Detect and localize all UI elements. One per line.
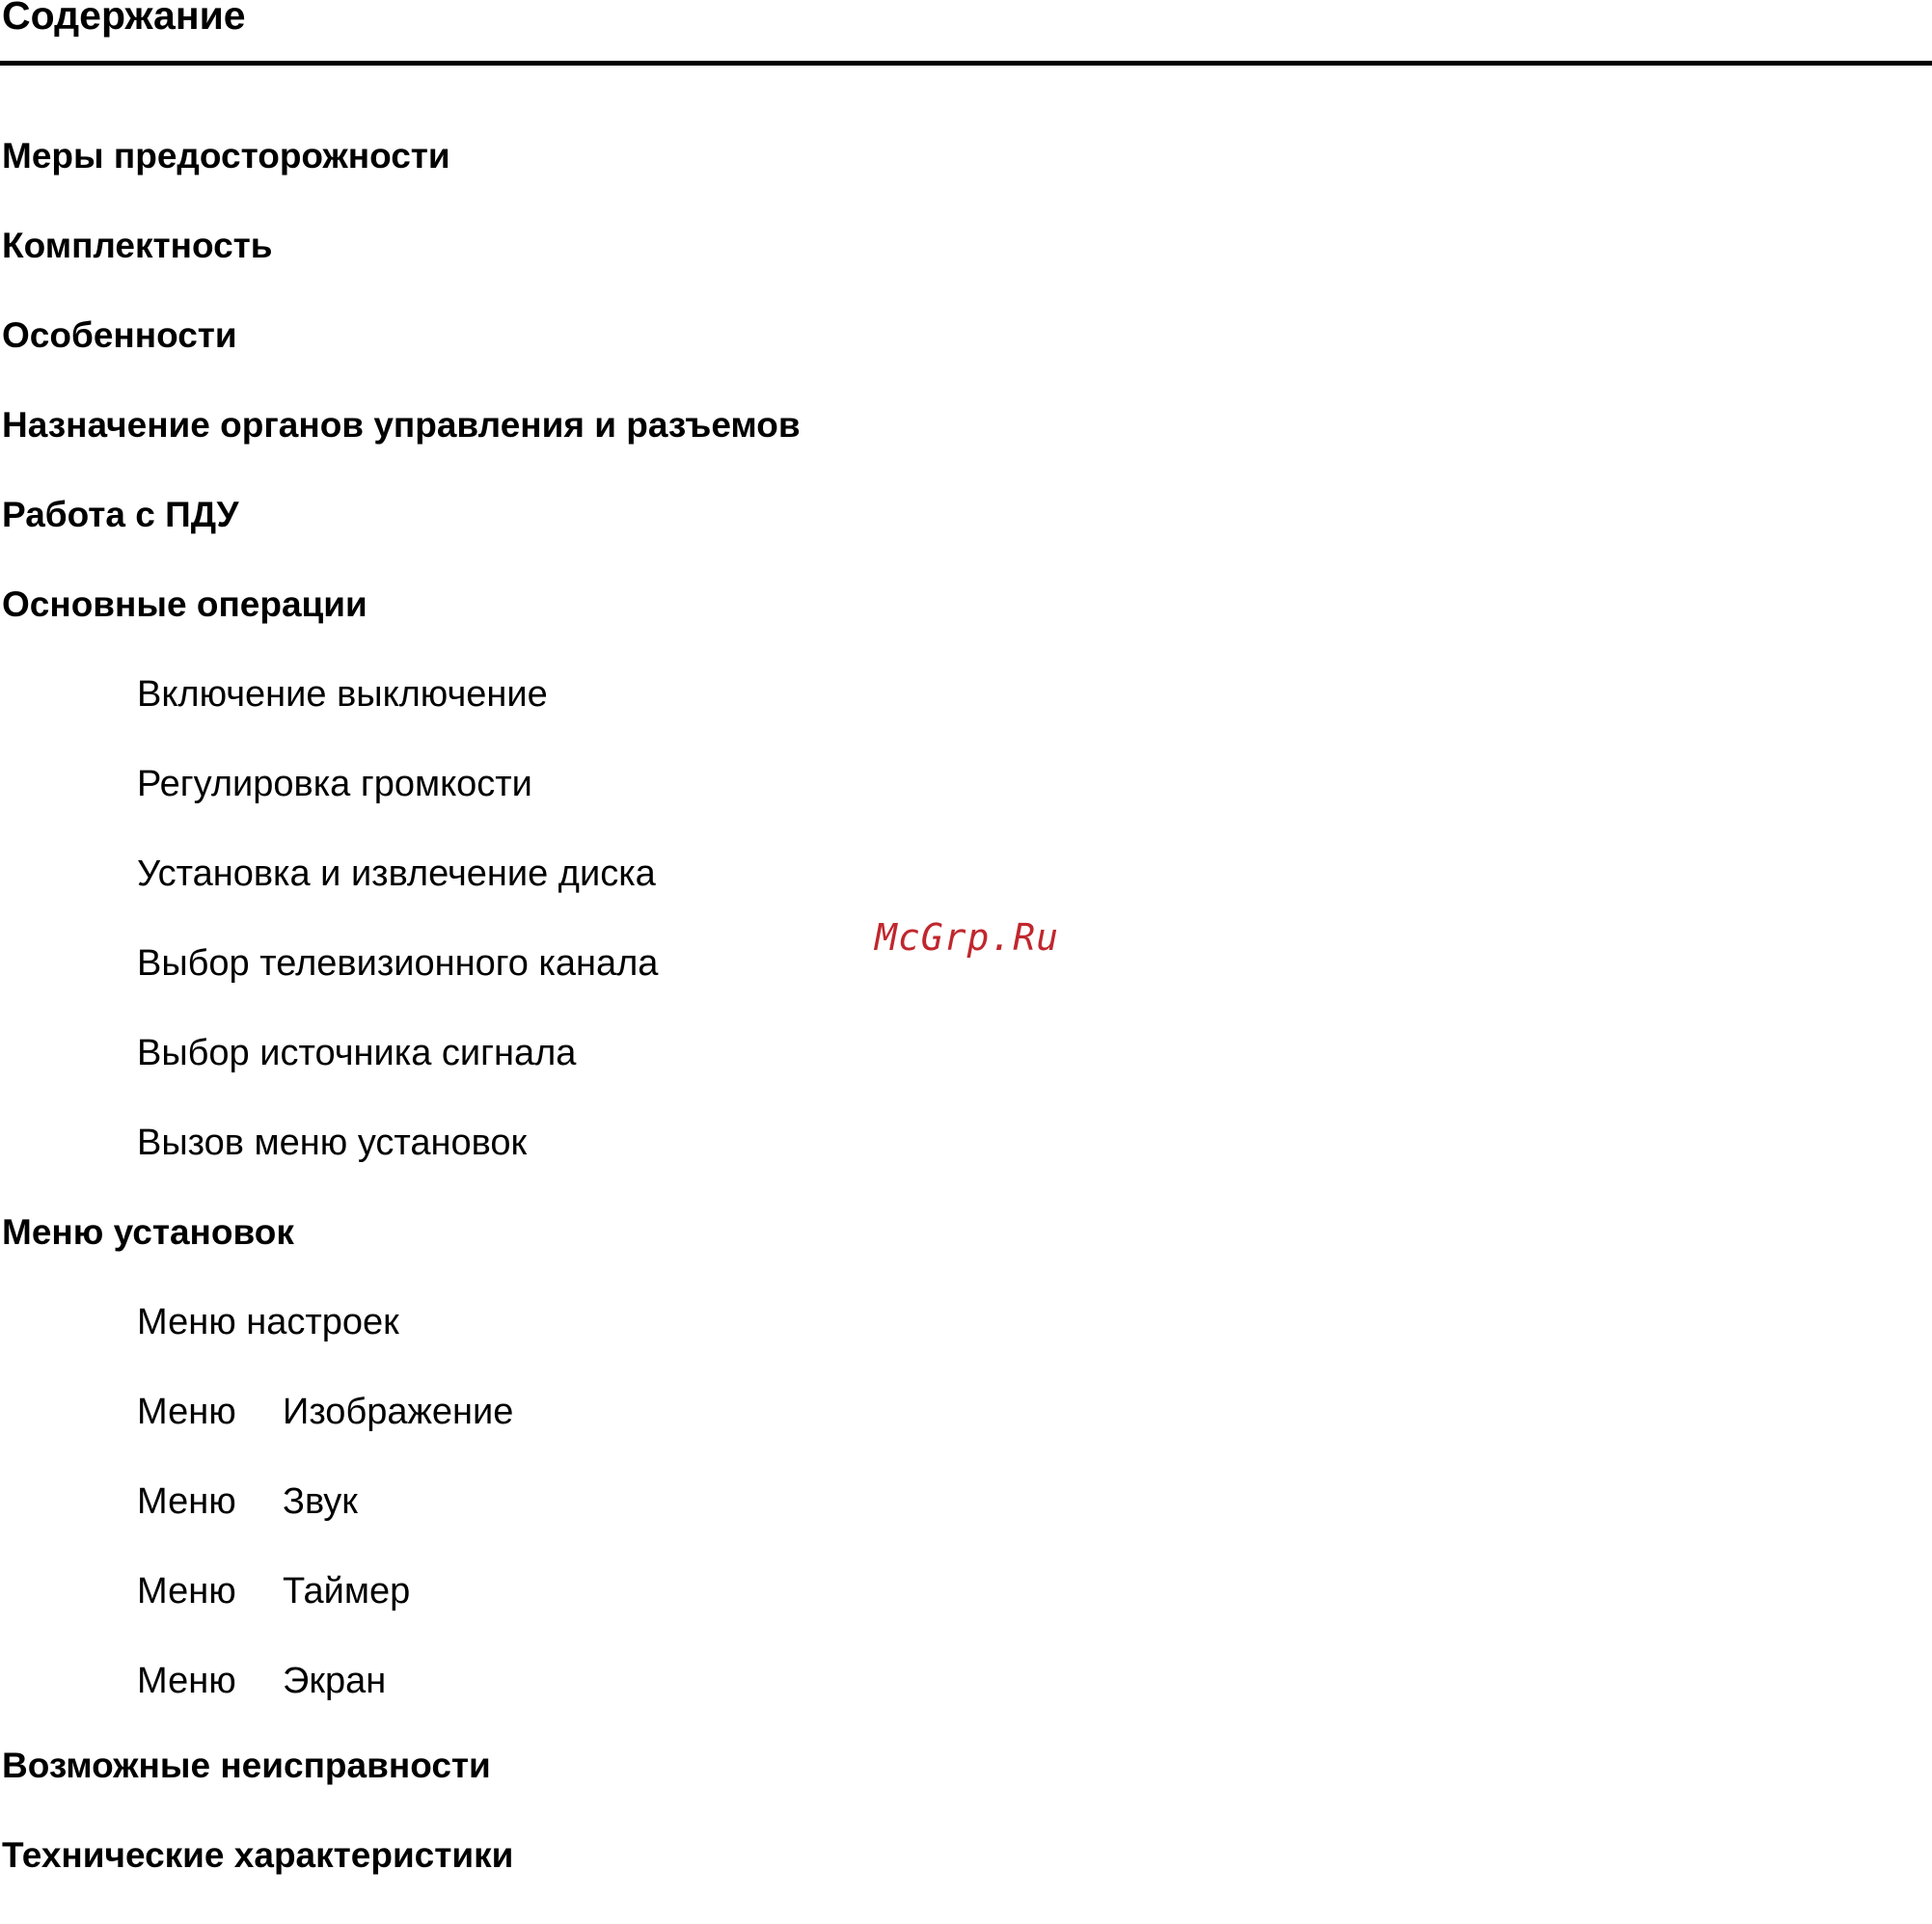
toc-item-label: Выбор источника сигнала [137, 1033, 577, 1073]
toc-item-picture-menu[interactable] [0, 1391, 801, 1480]
toc-item-label: Включение выключение [137, 674, 548, 715]
page-title: Содержание [2, 0, 246, 38]
toc-item-label: Особенности [2, 315, 237, 355]
toc-item-label: Меры предосторожности [2, 136, 450, 176]
toc-item-controls-and-connectors[interactable] [0, 404, 801, 494]
toc-item-basic-operations[interactable] [0, 583, 801, 673]
toc-item-prefix: Меню [137, 1481, 236, 1522]
table-of-contents [0, 135, 801, 1924]
toc-item-label: Работа с ПДУ [2, 495, 239, 534]
toc-item-label: Регулировка громкости [137, 764, 532, 804]
toc-item-prefix: Меню [137, 1392, 236, 1432]
toc-item-timer-menu[interactable] [0, 1570, 801, 1660]
toc-item-sound-menu[interactable] [0, 1480, 801, 1570]
toc-item-prefix: Меню [137, 1571, 236, 1612]
toc-item-label: Экран [283, 1661, 387, 1701]
toc-item-troubleshooting[interactable] [0, 1745, 801, 1834]
toc-item-disc-insert-eject[interactable] [0, 853, 801, 942]
toc-item-label: Таймер [283, 1571, 411, 1612]
toc-item-label: Меню установок [2, 1212, 294, 1252]
toc-item-prefix: Меню [137, 1661, 236, 1701]
toc-item-tv-channel[interactable] [0, 942, 801, 1032]
toc-item-signal-source[interactable] [0, 1032, 801, 1122]
toc-item-label: Вызов меню установок [137, 1123, 528, 1163]
toc-item-settings-menu[interactable] [0, 1301, 801, 1391]
toc-item-remote-control[interactable] [0, 494, 801, 583]
toc-item-label: Выбор телевизионного канала [137, 943, 659, 984]
toc-item-label: Меню настроек [137, 1302, 399, 1342]
toc-item-label: Основные операции [2, 584, 367, 624]
toc-item-power-on-off[interactable] [0, 673, 801, 763]
toc-item-setup-menu[interactable] [0, 1211, 801, 1301]
toc-item-package-contents[interactable] [0, 225, 801, 314]
toc-item-specifications[interactable] [0, 1834, 801, 1924]
watermark: McGrp.Ru [875, 916, 1060, 959]
toc-item-label: Возможные неисправности [2, 1746, 491, 1785]
toc-item-label: Изображение [283, 1392, 514, 1432]
toc-item-precautions[interactable] [0, 135, 801, 225]
toc-item-screen-menu[interactable] [0, 1660, 801, 1745]
toc-item-open-setup-menu[interactable] [0, 1122, 801, 1211]
toc-item-label: Звук [283, 1481, 358, 1522]
toc-item-volume[interactable] [0, 763, 801, 853]
toc-item-label: Комплектность [2, 226, 273, 265]
toc-item-label: Назначение органов управления и разъемов [2, 405, 801, 445]
title-divider [0, 61, 1932, 66]
toc-item-label: Установка и извлечение диска [137, 854, 656, 894]
toc-item-label: Технические характеристики [2, 1835, 514, 1875]
toc-item-features[interactable] [0, 314, 801, 404]
